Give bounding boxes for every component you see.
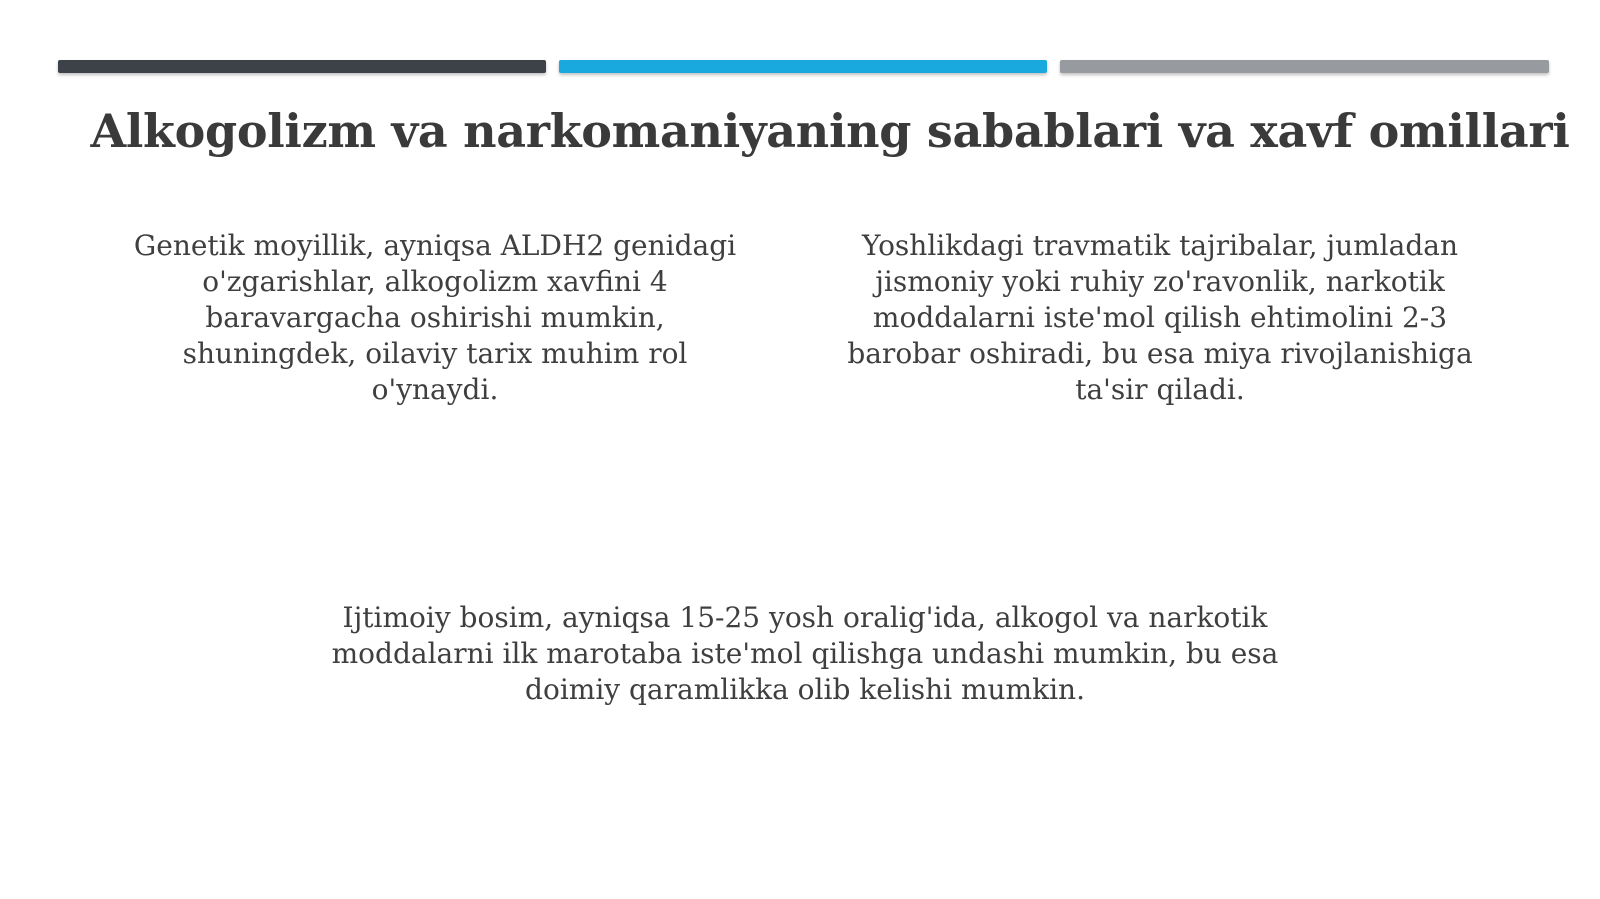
slide-title: Alkogolizm va narkomaniyaning sabablari va xavf omillari xyxy=(90,104,1570,158)
text-block-social: Ijtimoiy bosim, ayniqsa 15-25 yosh oralig'ida, alkogol va narkotik moddalarni ilk marotaba iste'mol qilishga undashi mumkin, bu esa doimiy qaramlikka olib kelishi mumkin. xyxy=(331,601,1279,706)
text-block-trauma: Yoshlikdagi travmatik tajribalar, jumladan jismoniy yoki ruhiy zo'ravonlik, narkotik moddalarni iste'mol qilish ehtimolini 2-3 barobar oshiradi, bu esa miya rivojlanishiga ta'sir qiladi. xyxy=(847,229,1473,406)
accent-bar-blue xyxy=(559,60,1047,73)
accent-bar-gray xyxy=(1060,60,1549,73)
text-block-genetic: Genetik moyillik, ayniqsa ALDH2 genidagi o'zgarishlar, alkogolizm xavfini 4 baravargacha oshirishi mumkin, shuningdek, oilaviy tarix muhim rol o'ynaydi. xyxy=(133,229,737,406)
accent-bar-dark xyxy=(58,60,546,73)
